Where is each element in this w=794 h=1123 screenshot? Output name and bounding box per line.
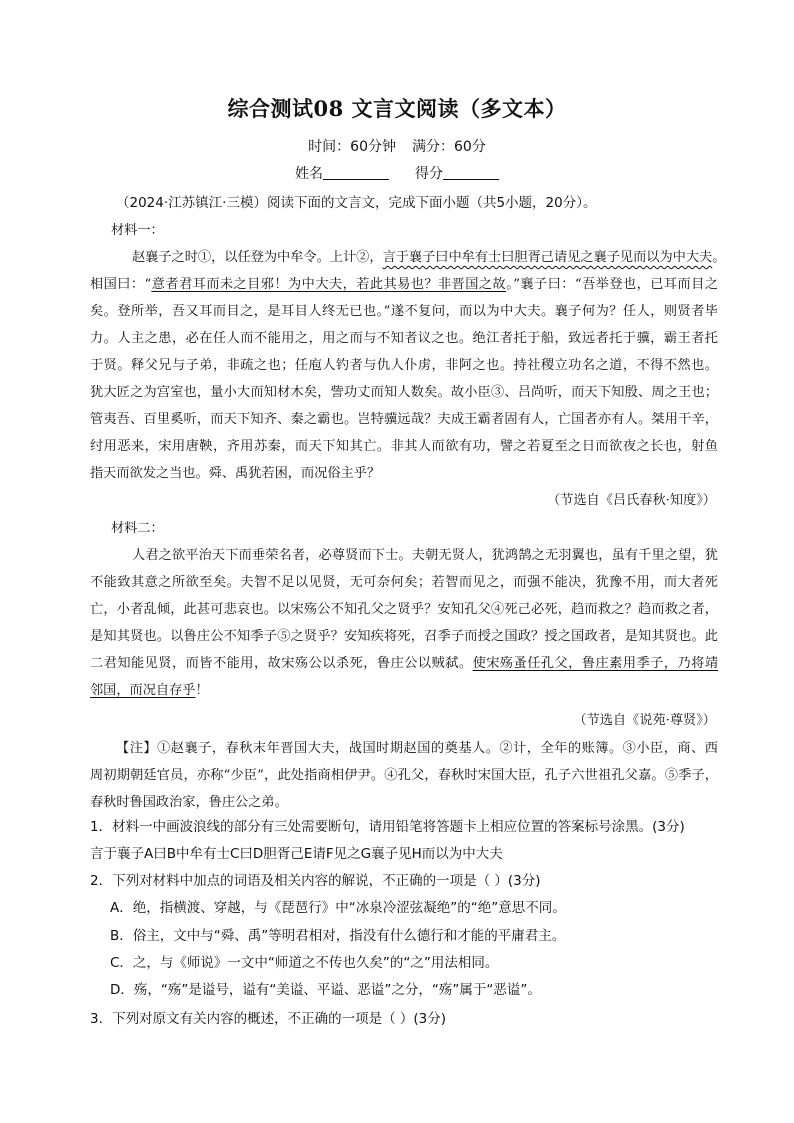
material1-line (90, 381, 718, 400)
material1-line (90, 354, 718, 373)
material1-line (90, 408, 718, 427)
name-field[interactable] (323, 165, 389, 180)
material1-line (90, 273, 718, 292)
note-line: 春秋时鲁国政治家，鲁庄公之弟。 (90, 795, 288, 810)
material2-line (90, 625, 718, 644)
material1-text: 赵襄子之时①，以任登为中牟令。上计②， (132, 250, 383, 265)
underlined-text: 意者君耳而未之目邪！为中大夫，若此其易也？非晋国之故 (151, 277, 507, 292)
question-2-stem: 2．下列对材料中加点的词语及相关内容的解说，不正确的一项是（ ）(3分) (90, 873, 541, 889)
material1-text: 矣。登所举，吾又耳而目之，是耳目人终无已也。”遂不复问，而以为中大夫。襄子何为？任人，则贤者毕 (90, 304, 718, 319)
question-2-option[interactable]: B．俗主，文中与“舜、禹”等明君相对，指没有什么德行和才能的平庸君主。 (110, 928, 566, 944)
material1-source: （节选自《吕氏春秋·知度》） (546, 493, 716, 508)
material2-text: 亡，小者乱倾，此甚可悲哀也。以宋殇公不知孔父之贤乎？安知孔父④死己必死，趋而救之？趋而救之者， (90, 602, 718, 617)
wavy-underlined-text: 言于襄子曰中牟有士曰胆胥己请见之襄子见而以为中大夫 (382, 250, 713, 265)
material2-line (90, 571, 718, 590)
material2-text: 不能致其意之所欲至矣。夫智不足以见贤，无可奈何矣；若智而见之，而强不能决，犹豫不用，而大者死 (90, 575, 718, 590)
material2-text: 人君之欲平治天下而垂荣名者，必尊贤而下士。夫朝无贤人，犹鸿鹄之无羽翼也，虽有千里之望，犹 (132, 548, 718, 563)
material1-text: 。”襄子曰：“吾举登也，已耳而目之 (506, 277, 719, 292)
intro-text: （2024·江苏镇江·三模）阅读下面的文言文，完成下面小题（共5小题，20分）。 (116, 195, 597, 211)
name-score-line (0, 163, 794, 183)
material2-text: 是知其贤也。以鲁庄公不知季子⑤之贤乎？安知疾将死，召季子而授之国政？授之国政者，是知其贤也。此 (90, 629, 718, 644)
material1-text: 指天而欲发之当也。舜、禹犹若困，而况俗主乎？ (90, 466, 381, 481)
score-label: 得分 (415, 166, 443, 182)
material1-text: 管夷吾、百里奚听，而天下知齐、秦之霸也。岂特骥远哉？夫成王霸者固有人，亡国者亦有人。桀用干辛， (90, 412, 718, 427)
score-field[interactable] (443, 165, 499, 180)
material1-text: 于贤。释父兄与子弟，非疏之也；任庖人钓者与仇人仆虏，非阿之也。持社稷立功名之道，不得不然也。 (90, 358, 718, 373)
material2-line (90, 652, 718, 671)
time-line (0, 136, 794, 156)
note-line: 【注】①赵襄子，春秋末年晋国大夫，战国时期赵国的奠基人。②计，全年的账簿。③小臣，商、西 (116, 741, 718, 756)
name-label: 姓名 (295, 166, 323, 182)
material2-text: 二君知能见贤，而皆不能用，故宋殇公以杀死，鲁庄公以贼弑。 (90, 656, 473, 671)
material1-heading: 材料一： (111, 223, 164, 238)
question-2-option[interactable]: A．绝，指横渡、穿越，与《琵琶行》中“冰泉冷涩弦凝绝”的“绝”意思不同。 (110, 900, 566, 916)
material2-line (132, 544, 718, 563)
question-3-stem: 3．下列对原文有关内容的概述，不正确的一项是（ ）(3分) (90, 1011, 447, 1027)
material2-line (90, 679, 718, 698)
material1-text: 相国曰：“ (90, 277, 152, 292)
question-2-option[interactable]: D．殇，“殇”是谥号，谥有“美谥、平谥、恶谥”之分，“殇”属于“恶谥”。 (110, 982, 541, 998)
material2-text: ！ (195, 683, 209, 698)
full-score: 满分：60分 (412, 139, 486, 155)
underlined-text: 邻国，而况自存乎 (90, 683, 196, 698)
material2-source: （节选自《说苑·尊贤》） (573, 713, 716, 728)
material1-text: 纣用恶来，宋用唐鞅，齐用苏秦，而天下知其亡。非其人而欲有功，譬之若夏至之日而欲夜之长也，射鱼 (90, 439, 718, 454)
underlined-text: 使宋殇蚤任孔父，鲁庄素用季子，乃将靖 (472, 656, 719, 671)
material1-text: 力。人主之患，必在任人而不能用之，用之而与不知者议之也。绝江者托于船，致远者托于骥，霸王者托 (90, 331, 718, 346)
material1-line (90, 435, 718, 454)
material1-text: 犹大匠之为宫室也，量小大而知材木矣，訾功丈而知人数矣。故小臣③、吕尚听，而天下知殷、周之王也； (90, 385, 718, 400)
material1-text: 。 (712, 250, 726, 265)
question-1-stem: 1．材料一中画波浪线的部分有三处需要断句，请用铅笔将答题卡上相应位置的答案标号涂黑。(3分) (90, 819, 685, 835)
page-title: 综合测试08 文言文阅读（多文本） (227, 96, 567, 121)
question-1-text: 言于襄子A曰B中牟有士C曰D胆胥己E请F见之G襄子见H而以为中大夫 (90, 846, 503, 862)
material1-line (90, 327, 718, 346)
material1-line (90, 462, 718, 481)
note-line: 周初期朝廷官员，亦称“少臣”，此处指商相伊尹。④孔父，春秋时宋国大臣，孔子六世祖孔父嘉。⑤季子， (90, 768, 718, 783)
material1-line (90, 300, 718, 319)
material2-line (90, 598, 718, 617)
material1-line (132, 246, 726, 265)
time-limit: 时间：60分钟 (308, 139, 396, 155)
material2-heading: 材料二： (111, 521, 164, 536)
question-2-option[interactable]: C．之，与《师说》一文中“师道之不传也久矣”的“之”用法相同。 (110, 955, 499, 971)
